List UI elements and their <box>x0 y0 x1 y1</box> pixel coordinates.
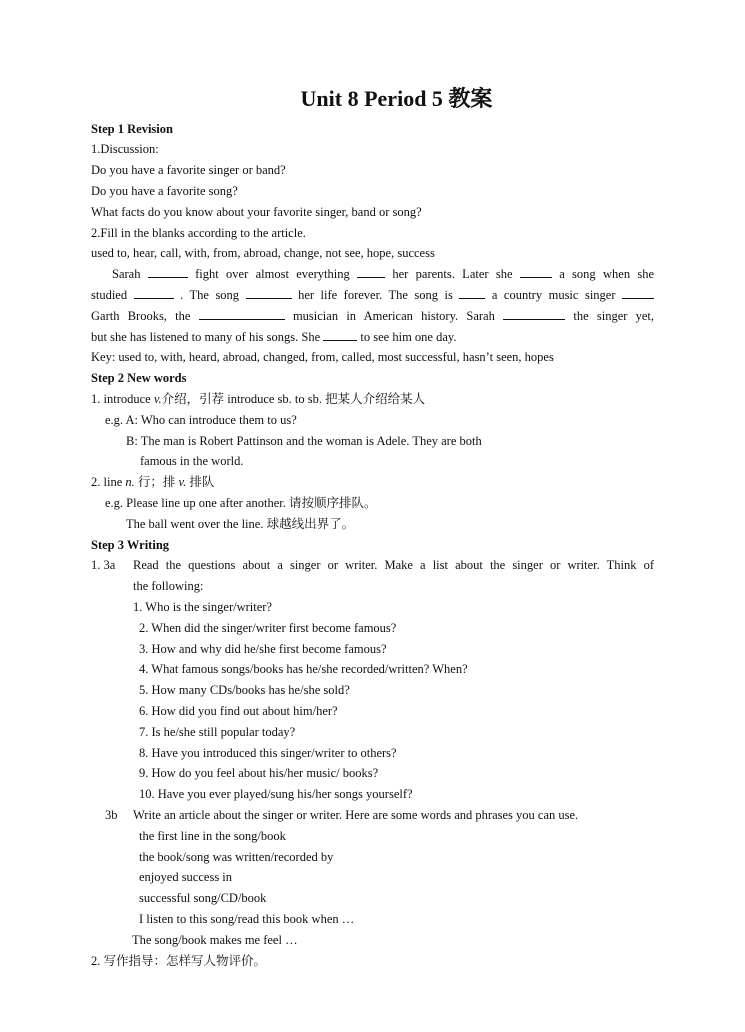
example-b: B: The man is Robert Pattinson and the woman is Adele. They are both <box>126 434 482 448</box>
fill-blanks-label: 2.Fill in the blanks according to the article. <box>91 226 306 240</box>
phrase-item: successful song/CD/book <box>139 891 267 905</box>
passage-line-3 <box>91 308 654 324</box>
example-a: e.g. A: Who can introduce them to us? <box>105 413 297 427</box>
blank <box>323 329 357 341</box>
passage-text: but she has listened to many of his songs. She <box>91 330 321 344</box>
answer-key: Key: used to, with, heard, abroad, changed, from, called, most successful, hasn’t seen, hopes <box>91 350 554 364</box>
blank <box>459 287 485 299</box>
passage-text: her life forever. The song is <box>298 288 453 302</box>
blank <box>148 266 188 278</box>
task-3a-text-cont: the following: <box>133 579 204 593</box>
example-line-2: The ball went over the line. 球越线出界了。 <box>126 517 355 531</box>
passage-text: Garth Brooks, the <box>91 309 191 323</box>
word-definition: 介绍，引荐 introduce sb. to sb. 把某人介绍给某人 <box>161 392 426 406</box>
passage-text: her parents. Later she <box>392 267 513 281</box>
part-of-speech: n. <box>125 475 135 489</box>
part-of-speech: v. <box>153 392 162 406</box>
blank <box>520 266 552 278</box>
passage-text: studied <box>91 288 128 302</box>
passage-line-2 <box>91 287 654 303</box>
question-item: 1. Who is the singer/writer? <box>133 600 272 614</box>
word-2-line <box>91 474 214 490</box>
passage-text: . The song <box>180 288 240 302</box>
step3-heading: Step 3 Writing <box>91 538 170 552</box>
example-line-1: e.g. Please line up one after another. 请按顺序排队。 <box>105 496 377 510</box>
word-definition: 行；排 <box>134 475 179 489</box>
writing-guide: 2. 写作指导：怎样写人物评价。 <box>91 954 267 968</box>
step1-heading: Step 1 Revision <box>91 122 173 136</box>
question-item: 5. How many CDs/books has he/she sold? <box>139 683 350 697</box>
question-item: 4. What famous songs/books has he/she recorded/written? When? <box>139 662 468 676</box>
question-item: 10. Have you ever played/sung his/her songs yourself? <box>139 787 413 801</box>
question-item: 6. How did you find out about him/her? <box>139 704 338 718</box>
passage-text: a song when she <box>559 267 655 281</box>
blank <box>357 266 385 278</box>
phrase-item: the first line in the song/book <box>139 829 286 843</box>
blank <box>134 287 174 299</box>
task-3b-number: 3b <box>105 808 118 822</box>
part-of-speech: v. <box>178 475 187 489</box>
task-3a-text: Read the questions about a singer or writer. Make a list about the singer or writer. Think of <box>133 558 654 572</box>
discussion-question-2: Do you have a favorite song? <box>91 184 238 198</box>
step2-heading: Step 2 New words <box>91 371 187 385</box>
question-item: 3. How and why did he/she first become famous? <box>139 642 387 656</box>
question-item: 7. Is he/she still popular today? <box>139 725 296 739</box>
passage-text: to see him one day. <box>360 330 457 344</box>
word-entry: 2. line <box>91 475 126 489</box>
word-entry: 1. introduce <box>91 392 154 406</box>
word-1-introduce <box>91 391 425 407</box>
word-definition: 排队 <box>186 475 215 489</box>
example-b-cont: famous in the world. <box>140 454 244 468</box>
discussion-question-3: What facts do you know about your favorite singer, band or song? <box>91 205 422 219</box>
phrase-item: The song/book makes me feel … <box>132 933 298 947</box>
blank <box>199 308 285 320</box>
blank <box>246 287 292 299</box>
passage-line-1 <box>112 266 654 282</box>
blank <box>622 287 654 299</box>
passage-text: musician in American history. Sarah <box>292 309 495 323</box>
passage-text: the singer yet, <box>573 309 655 323</box>
phrase-item: the book/song was written/recorded by <box>139 850 334 864</box>
discussion-label: 1.Discussion: <box>91 142 159 156</box>
blank <box>503 308 565 320</box>
task-3a-number: 1. 3a <box>91 558 116 572</box>
word-bank: used to, hear, call, with, from, abroad, change, not see, hope, success <box>91 246 435 260</box>
task-3b-text: Write an article about the singer or writer. Here are some words and phrases you can use. <box>133 808 579 822</box>
question-item: 9. How do you feel about his/her music/ books? <box>139 766 379 780</box>
page-title: Unit 8 Period 5 教案 <box>300 86 493 111</box>
passage-text: a country music singer <box>491 288 616 302</box>
phrase-item: I listen to this song/read this book when … <box>139 912 355 926</box>
passage-line-4 <box>91 329 456 345</box>
passage-text: fight over almost everything <box>195 267 350 281</box>
discussion-question-1: Do you have a favorite singer or band? <box>91 163 286 177</box>
phrase-item: enjoyed success in <box>139 870 233 884</box>
question-item: 2. When did the singer/writer first become famous? <box>139 621 397 635</box>
question-item: 8. Have you introduced this singer/writer to others? <box>139 746 397 760</box>
passage-text: Sarah <box>112 267 141 281</box>
